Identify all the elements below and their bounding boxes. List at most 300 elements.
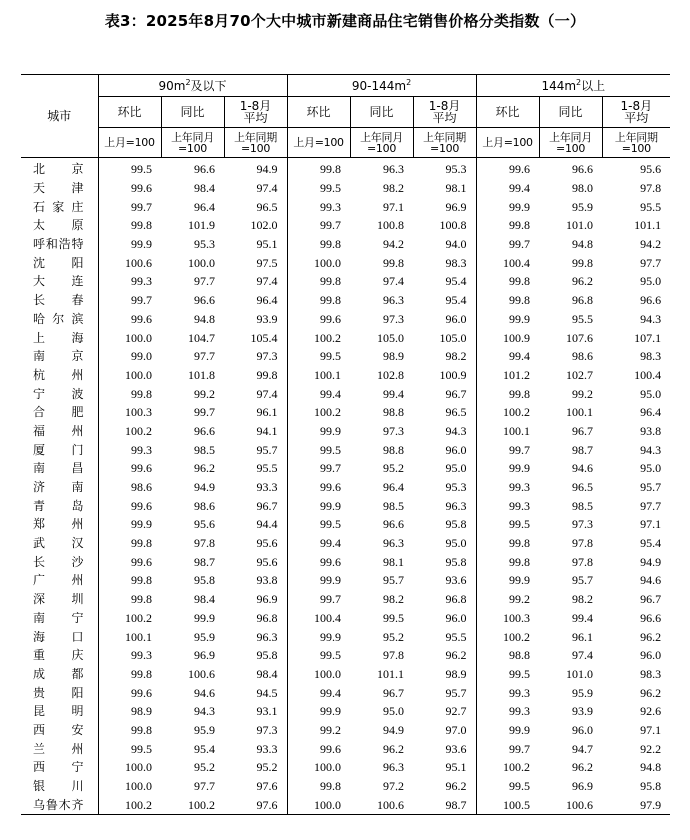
index-value: 95.1 xyxy=(413,758,476,777)
index-value: 96.0 xyxy=(572,722,594,737)
index-value: 96.2 xyxy=(572,760,594,775)
index-value: 95.0 xyxy=(640,386,662,401)
index-value: 99.6 xyxy=(131,554,152,569)
index-value: 97.3 xyxy=(224,347,287,366)
index-value: 94.9 xyxy=(224,158,287,179)
index-value: 99.8 xyxy=(572,255,594,270)
table-row xyxy=(21,310,670,329)
index-value: 98.7 xyxy=(194,554,215,569)
index-value: 96.1 xyxy=(572,629,594,644)
index-value: 97.3 xyxy=(224,721,287,740)
index-value: 96.7 xyxy=(224,496,287,515)
table-row xyxy=(21,758,670,777)
index-value: 95.5 xyxy=(572,311,594,326)
index-value: 99.8 xyxy=(509,293,531,308)
city-name: 长 沙 xyxy=(21,552,98,571)
table-row xyxy=(21,683,670,702)
index-value: 99.4 xyxy=(383,386,405,401)
table-row xyxy=(21,216,670,235)
index-value: 100.6 xyxy=(125,255,152,270)
index-value: 93.9 xyxy=(572,704,594,719)
city-name: 太 原 xyxy=(21,216,98,235)
index-value: 99.3 xyxy=(509,704,531,719)
index-value: 100.1 xyxy=(566,405,594,420)
index-value: 99.2 xyxy=(320,722,342,737)
index-value: 99.8 xyxy=(131,536,152,551)
index-value: 99.7 xyxy=(320,218,342,233)
header-avg: 1-8月 平均 xyxy=(413,97,476,128)
index-value: 99.9 xyxy=(509,461,531,476)
header-group-large: $144m^2$以上 xyxy=(476,75,670,97)
index-value: 95.8 xyxy=(194,573,215,588)
table-row xyxy=(21,609,670,628)
index-value: 96.9 xyxy=(413,197,476,216)
index-value: 96.0 xyxy=(413,609,476,628)
index-value: 95.0 xyxy=(640,461,662,476)
index-value: 96.7 xyxy=(383,685,405,700)
index-value: 94.3 xyxy=(194,704,215,719)
index-value: 98.6 xyxy=(194,498,215,513)
header-group-medium: $90-144m^2$ xyxy=(287,75,476,97)
index-value: 99.5 xyxy=(320,181,342,196)
index-value: 97.9 xyxy=(602,795,670,814)
index-value: 98.1 xyxy=(413,179,476,198)
table-row xyxy=(21,291,670,310)
table-row xyxy=(21,158,670,179)
index-value: 96.4 xyxy=(383,480,405,495)
index-value: 99.7 xyxy=(131,199,152,214)
index-value: 98.1 xyxy=(383,554,405,569)
index-value: 99.5 xyxy=(131,741,152,756)
index-value: 100.2 xyxy=(503,405,531,420)
index-value: 94.3 xyxy=(640,442,662,457)
index-value: 99.9 xyxy=(509,199,531,214)
index-value: 100.2 xyxy=(125,610,152,625)
index-value: 96.7 xyxy=(413,384,476,403)
index-value: 97.8 xyxy=(383,648,405,663)
header-yoy: 同比 xyxy=(350,97,413,128)
index-value: 98.9 xyxy=(413,665,476,684)
index-value: 100.3 xyxy=(503,610,531,625)
index-value: 101.1 xyxy=(634,218,662,233)
index-value: 102.8 xyxy=(377,367,405,382)
unit-mom: 上月=100 xyxy=(98,128,161,158)
index-value: 94.8 xyxy=(194,311,215,326)
city-name: 哈尔滨 xyxy=(21,310,98,329)
index-value: 101.1 xyxy=(377,666,405,681)
index-value: 97.7 xyxy=(194,274,215,289)
index-value: 94.1 xyxy=(224,422,287,441)
index-value: 99.8 xyxy=(131,722,152,737)
index-value: 99.7 xyxy=(509,741,531,756)
index-value: 100.0 xyxy=(125,367,152,382)
index-value: 100.2 xyxy=(503,760,531,775)
table-row xyxy=(21,552,670,571)
city-name: 深 圳 xyxy=(21,590,98,609)
index-value: 93.8 xyxy=(640,423,662,438)
index-value: 96.6 xyxy=(194,162,215,177)
index-value: 99.4 xyxy=(320,685,342,700)
index-value: 95.6 xyxy=(640,162,662,177)
table-row xyxy=(21,272,670,291)
index-value: 100.8 xyxy=(377,218,405,233)
city-name: 福 州 xyxy=(21,422,98,441)
index-value: 99.9 xyxy=(320,498,342,513)
index-value: 96.2 xyxy=(640,629,662,644)
table-row xyxy=(21,403,670,422)
table-row xyxy=(21,347,670,366)
index-value: 100.1 xyxy=(503,423,531,438)
city-name: 贵 阳 xyxy=(21,683,98,702)
index-value: 96.8 xyxy=(224,609,287,628)
index-value: 95.8 xyxy=(413,515,476,534)
index-value: 95.4 xyxy=(413,291,476,310)
index-value: 107.6 xyxy=(566,330,594,345)
index-value: 94.6 xyxy=(194,685,215,700)
index-value: 99.8 xyxy=(509,386,531,401)
header-mom: 环比 xyxy=(476,97,539,128)
index-value: 95.3 xyxy=(413,158,476,179)
city-name: 昆 明 xyxy=(21,702,98,721)
unit-mom: 上月=100 xyxy=(476,128,539,158)
index-value: 99.4 xyxy=(320,386,342,401)
index-value: 99.3 xyxy=(131,442,152,457)
index-value: 96.6 xyxy=(640,610,662,625)
index-value: 99.3 xyxy=(131,648,152,663)
index-value: 95.4 xyxy=(640,536,662,551)
index-value: 98.2 xyxy=(383,181,405,196)
index-value: 93.3 xyxy=(224,478,287,497)
index-value: 102.0 xyxy=(224,216,287,235)
index-value: 97.1 xyxy=(383,199,405,214)
index-value: 99.9 xyxy=(320,629,342,644)
table-row xyxy=(21,627,670,646)
index-value: 98.8 xyxy=(383,405,405,420)
index-value: 96.3 xyxy=(383,162,405,177)
unit-yoy: 上年同月 =100 xyxy=(350,128,413,158)
table-row xyxy=(21,777,670,796)
index-value: 92.2 xyxy=(640,741,662,756)
index-value: 99.7 xyxy=(509,442,531,457)
unit-avg: 上年同期 =100 xyxy=(224,128,287,158)
index-value: 105.0 xyxy=(377,330,405,345)
index-value: 96.6 xyxy=(572,162,594,177)
index-value: 96.5 xyxy=(413,403,476,422)
table-row xyxy=(21,440,670,459)
index-value: 100.2 xyxy=(503,629,531,644)
table-row xyxy=(21,665,670,684)
index-value: 99.6 xyxy=(320,741,342,756)
index-value: 96.3 xyxy=(413,496,476,515)
index-value: 101.8 xyxy=(188,367,215,382)
index-value: 96.2 xyxy=(383,741,405,756)
index-value: 96.6 xyxy=(640,293,662,308)
index-value: 94.0 xyxy=(413,235,476,254)
index-value: 97.4 xyxy=(224,272,287,291)
index-value: 96.6 xyxy=(194,423,215,438)
index-value: 100.2 xyxy=(314,330,342,345)
table-title: 表3：2025年8月70个大中城市新建商品住宅销售价格分类指数（一） xyxy=(104,12,586,30)
index-value: 96.8 xyxy=(413,590,476,609)
index-value: 95.5 xyxy=(640,199,662,214)
index-value: 100.1 xyxy=(314,367,342,382)
index-value: 99.8 xyxy=(131,573,152,588)
header-mom: 环比 xyxy=(98,97,161,128)
index-value: 98.4 xyxy=(224,665,287,684)
index-value: 94.8 xyxy=(572,237,594,252)
index-value: 95.2 xyxy=(383,629,405,644)
index-value: 96.2 xyxy=(194,461,215,476)
index-value: 97.6 xyxy=(224,777,287,796)
city-name: 合 肥 xyxy=(21,403,98,422)
table-row xyxy=(21,739,670,758)
index-value: 95.6 xyxy=(194,517,215,532)
index-value: 100.0 xyxy=(125,779,152,794)
index-value: 100.8 xyxy=(413,216,476,235)
index-value: 94.6 xyxy=(640,573,662,588)
index-value: 96.0 xyxy=(640,648,662,663)
index-value: 99.7 xyxy=(131,293,152,308)
index-value: 95.2 xyxy=(194,760,215,775)
index-value: 93.3 xyxy=(224,739,287,758)
index-value: 92.6 xyxy=(640,704,662,719)
index-value: 96.2 xyxy=(572,274,594,289)
index-value: 100.0 xyxy=(125,760,152,775)
index-value: 96.1 xyxy=(224,403,287,422)
index-value: 99.6 xyxy=(131,461,152,476)
index-value: 98.9 xyxy=(131,704,152,719)
index-value: 99.3 xyxy=(509,685,531,700)
index-value: 99.8 xyxy=(509,218,531,233)
index-value: 96.5 xyxy=(572,480,594,495)
table-row xyxy=(21,534,670,553)
index-value: 97.5 xyxy=(224,253,287,272)
index-value: 98.2 xyxy=(572,592,594,607)
header-yoy: 同比 xyxy=(161,97,224,128)
index-value: 95.7 xyxy=(413,683,476,702)
city-name: 银 川 xyxy=(21,777,98,796)
index-value: 94.3 xyxy=(640,311,662,326)
index-value: 99.8 xyxy=(131,386,152,401)
index-value: 93.8 xyxy=(224,571,287,590)
index-value: 98.6 xyxy=(572,349,594,364)
index-value: 96.3 xyxy=(383,536,405,551)
index-value: 100.5 xyxy=(476,795,539,814)
index-value: 97.4 xyxy=(224,384,287,403)
index-value: 100.6 xyxy=(350,795,413,814)
index-value: 99.3 xyxy=(131,274,152,289)
index-value: 97.4 xyxy=(224,179,287,198)
index-value: 99.2 xyxy=(572,386,594,401)
index-value: 96.9 xyxy=(224,590,287,609)
index-value: 99.9 xyxy=(131,237,152,252)
index-value: 99.7 xyxy=(194,405,215,420)
city-name: 济 南 xyxy=(21,478,98,497)
index-value: 97.1 xyxy=(640,517,662,532)
index-value: 97.7 xyxy=(194,779,215,794)
index-value: 101.0 xyxy=(566,218,594,233)
index-value: 100.0 xyxy=(125,330,152,345)
index-value: 99.8 xyxy=(320,162,342,177)
index-value: 94.4 xyxy=(224,515,287,534)
index-value: 98.3 xyxy=(640,666,662,681)
index-value: 95.7 xyxy=(383,573,405,588)
index-value: 99.7 xyxy=(509,237,531,252)
index-value: 94.8 xyxy=(640,760,662,775)
index-value: 99.9 xyxy=(320,704,342,719)
index-value: 99.6 xyxy=(320,480,342,495)
index-value: 99.4 xyxy=(320,536,342,551)
city-name: 西 安 xyxy=(21,721,98,740)
index-value: 96.9 xyxy=(572,779,594,794)
index-value: 104.7 xyxy=(188,330,215,345)
index-value: 94.2 xyxy=(383,237,405,252)
index-value: 99.9 xyxy=(320,573,342,588)
index-value: 100.9 xyxy=(413,366,476,385)
index-value: 96.3 xyxy=(383,760,405,775)
index-value: 94.2 xyxy=(640,237,662,252)
index-value: 97.1 xyxy=(640,722,662,737)
city-name: 石家庄 xyxy=(21,197,98,216)
city-name: 青 岛 xyxy=(21,496,98,515)
index-value: 99.8 xyxy=(509,536,531,551)
index-value: 98.4 xyxy=(194,181,215,196)
city-name: 北 京 xyxy=(21,158,98,179)
index-value: 99.9 xyxy=(194,610,215,625)
table-row xyxy=(21,366,670,385)
city-name: 乌鲁木齐 xyxy=(21,795,98,814)
index-value: 93.9 xyxy=(224,310,287,329)
index-value: 98.2 xyxy=(383,592,405,607)
index-value: 105.0 xyxy=(413,328,476,347)
city-name: 广 州 xyxy=(21,571,98,590)
index-value: 99.5 xyxy=(509,517,531,532)
index-value: 95.7 xyxy=(224,440,287,459)
unit-avg: 上年同期 =100 xyxy=(413,128,476,158)
index-value: 95.5 xyxy=(413,627,476,646)
city-name: 上 海 xyxy=(21,328,98,347)
index-value: 100.0 xyxy=(188,255,215,270)
index-value: 99.3 xyxy=(509,498,531,513)
index-value: 95.0 xyxy=(640,274,662,289)
index-value: 99.6 xyxy=(509,162,531,177)
index-value: 95.6 xyxy=(224,552,287,571)
index-value: 96.3 xyxy=(224,627,287,646)
index-value: 92.7 xyxy=(413,702,476,721)
index-value: 99.6 xyxy=(320,554,342,569)
index-value: 95.3 xyxy=(194,237,215,252)
index-value: 101.9 xyxy=(188,218,215,233)
index-value: 96.6 xyxy=(194,293,215,308)
city-name: 沈 阳 xyxy=(21,253,98,272)
index-value: 99.7 xyxy=(320,461,342,476)
index-value: 93.6 xyxy=(413,571,476,590)
index-value: 99.6 xyxy=(131,311,152,326)
index-value: 93.1 xyxy=(224,702,287,721)
index-value: 98.3 xyxy=(640,349,662,364)
index-value: 100.0 xyxy=(287,795,350,814)
index-value: 95.8 xyxy=(640,779,662,794)
index-value: 98.0 xyxy=(572,181,594,196)
index-value: 95.5 xyxy=(224,459,287,478)
index-value: 99.8 xyxy=(320,237,342,252)
city-name: 武 汉 xyxy=(21,534,98,553)
index-value: 97.4 xyxy=(383,274,405,289)
index-value: 94.3 xyxy=(413,422,476,441)
index-value: 97.4 xyxy=(572,648,594,663)
index-value: 94.6 xyxy=(572,461,594,476)
header-mom: 环比 xyxy=(287,97,350,128)
index-value: 99.6 xyxy=(131,685,152,700)
index-value: 95.6 xyxy=(224,534,287,553)
index-value: 99.5 xyxy=(320,349,342,364)
index-value: 95.2 xyxy=(224,758,287,777)
table-row xyxy=(21,422,670,441)
index-value: 96.4 xyxy=(640,405,662,420)
index-value: 99.8 xyxy=(320,293,342,308)
index-value: 97.8 xyxy=(572,536,594,551)
index-value: 100.2 xyxy=(314,405,342,420)
index-value: 94.9 xyxy=(383,722,405,737)
index-value: 100.4 xyxy=(503,255,531,270)
index-value: 99.0 xyxy=(131,349,152,364)
index-value: 97.8 xyxy=(572,554,594,569)
index-value: 99.5 xyxy=(320,517,342,532)
index-value: 99.9 xyxy=(509,573,531,588)
table-row xyxy=(21,702,670,721)
index-value: 96.7 xyxy=(640,592,662,607)
index-value: 96.8 xyxy=(572,293,594,308)
index-value: 99.3 xyxy=(509,480,531,495)
table-row xyxy=(21,646,670,665)
index-value: 100.2 xyxy=(125,423,152,438)
index-value: 97.3 xyxy=(572,517,594,532)
index-value: 99.9 xyxy=(131,517,152,532)
table-row xyxy=(21,478,670,497)
index-value: 97.8 xyxy=(194,536,215,551)
index-value: 98.8 xyxy=(383,442,405,457)
index-value: 99.5 xyxy=(509,666,531,681)
index-value: 98.5 xyxy=(383,498,405,513)
unit-mom: 上月=100 xyxy=(287,128,350,158)
index-value: 95.8 xyxy=(224,646,287,665)
index-value: 96.0 xyxy=(413,310,476,329)
index-value: 95.0 xyxy=(413,459,476,478)
table-row xyxy=(21,179,670,198)
index-value: 94.7 xyxy=(572,741,594,756)
index-value: 96.2 xyxy=(413,777,476,796)
index-value: 96.4 xyxy=(194,199,215,214)
city-name: 宁 波 xyxy=(21,384,98,403)
index-value: 98.6 xyxy=(131,480,152,495)
table-row xyxy=(21,197,670,216)
index-value: 99.5 xyxy=(320,648,342,663)
index-value: 95.7 xyxy=(640,480,662,495)
index-value: 99.5 xyxy=(509,779,531,794)
table-row xyxy=(21,384,670,403)
index-value: 96.2 xyxy=(640,685,662,700)
index-value: 99.8 xyxy=(320,274,342,289)
header-yoy: 同比 xyxy=(539,97,602,128)
index-value: 94.9 xyxy=(194,480,215,495)
unit-yoy: 上年同月 =100 xyxy=(539,128,602,158)
index-value: 99.8 xyxy=(224,366,287,385)
index-value: 100.1 xyxy=(125,629,152,644)
index-value: 94.9 xyxy=(640,554,662,569)
table-row xyxy=(21,459,670,478)
index-value: 98.8 xyxy=(509,648,531,663)
table-row xyxy=(21,515,670,534)
